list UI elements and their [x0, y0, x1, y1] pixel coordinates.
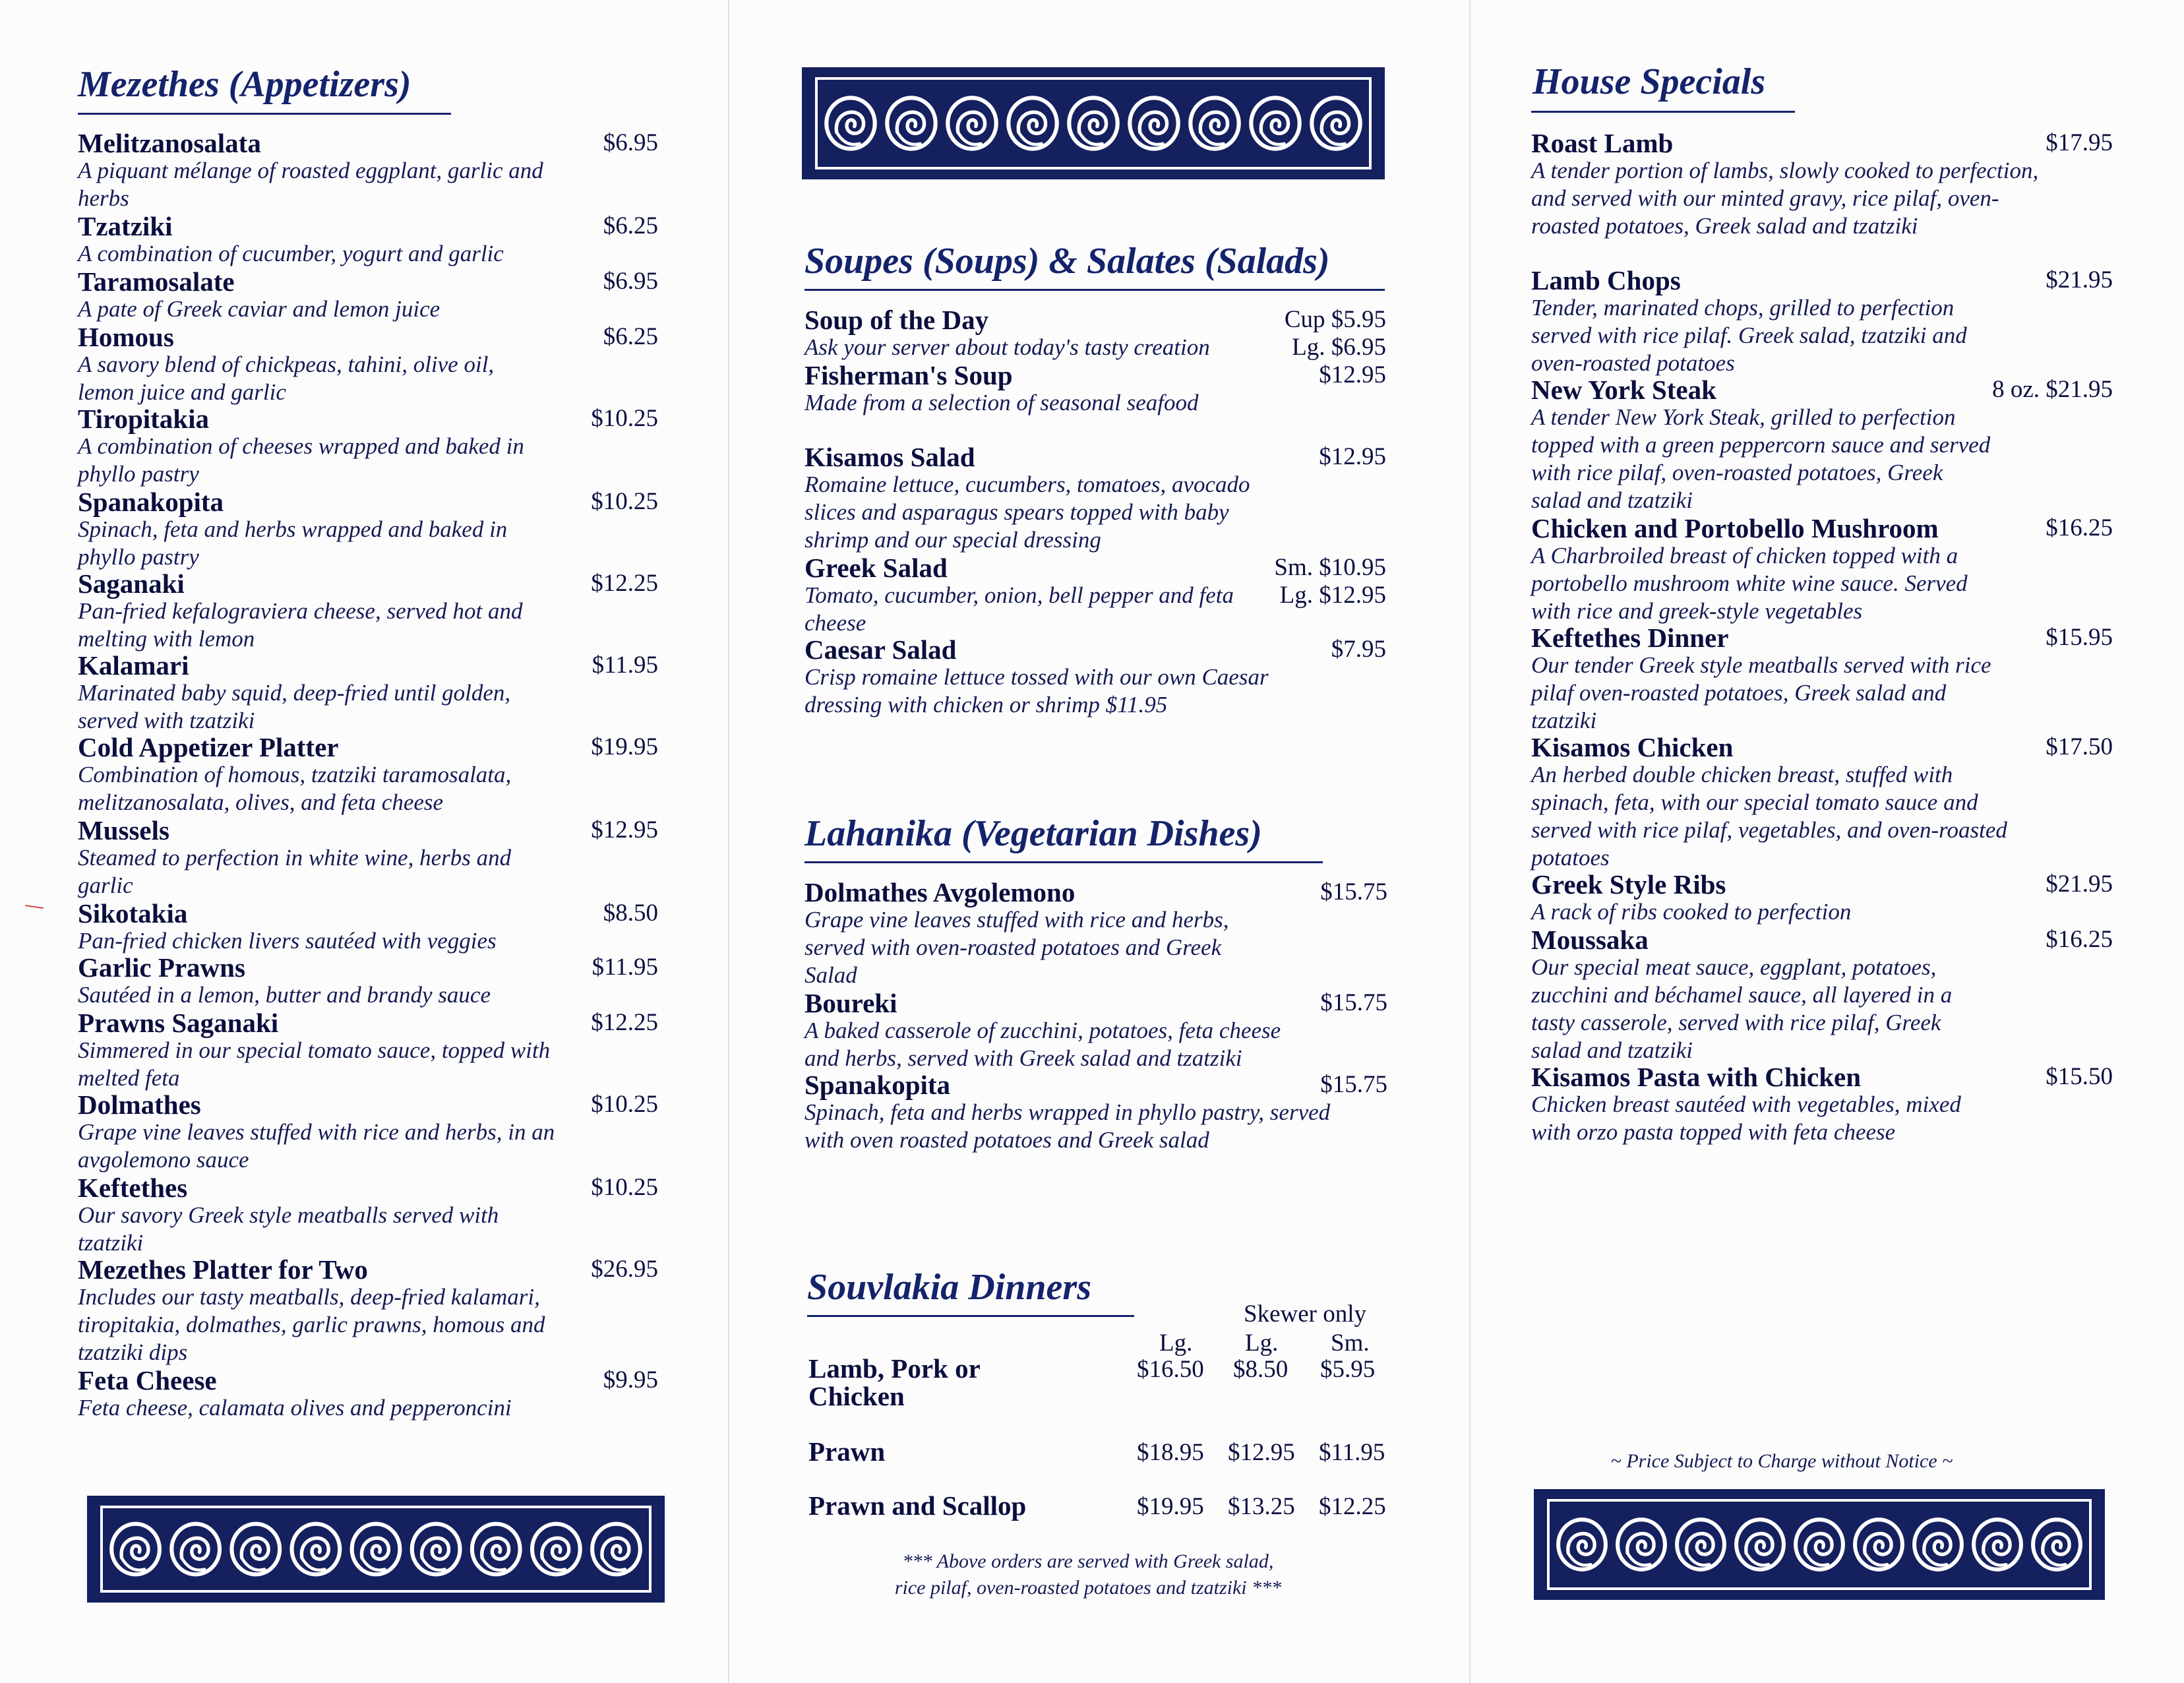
menu-item: [1531, 733, 2113, 872]
menu-item: [78, 129, 658, 212]
menu-item: [78, 323, 658, 406]
wave-scroll-icon: [532, 1524, 580, 1575]
item-description: Romaine lettuce, cucumbers, tomatoes, avocado slices and asparagus spears topped with baby shrimp and our special dressing: [804, 472, 1250, 553]
wave-scroll-icon: [412, 1524, 460, 1575]
item-description: A tender portion of lambs, slowly cooked to perfection, and served with our minted gravy, rice pilaf, oven-roasted potatoes, Greek salad and tzatziki: [1531, 158, 2039, 239]
item-description: Tomato, cucumber, onion, bell pepper and feta cheese: [804, 582, 1234, 636]
item-name: Saganaki: [78, 568, 185, 599]
menu-item: [1531, 266, 2113, 377]
item-description: Spinach, feta and herbs wrapped in phyllo pastry, served with oven roasted potatoes and Greek salad: [804, 1099, 1331, 1153]
item-description: Pan-fried chicken livers sautéed with veggies: [78, 928, 497, 954]
item-description: Our tender Greek style meatballs served with rice pilaf oven-roasted potatoes, Greek salad and tzatziki: [1531, 652, 1991, 733]
item-price: $15.75: [1320, 878, 1387, 905]
menu-item: [78, 816, 658, 900]
item-description: An herbed double chicken breast, stuffed with spinach, feta, with our special tomato sauce and served with rice pilaf, vegetables, and oven-roasted potatoes: [1531, 762, 2007, 871]
item-price: $16.25: [2046, 514, 2113, 541]
item-price: $10.25: [591, 405, 658, 432]
item-description: Ask your server about today's tasty creation: [804, 334, 1210, 360]
item-description: Spinach, feta and herbs wrapped and baked in phyllo pastry: [78, 516, 508, 570]
appetizers-column: [78, 0, 671, 1683]
item-name: Cold Appetizer Platter: [78, 732, 339, 762]
greek-wave-band-left: [87, 1496, 665, 1603]
item-description: A savory blend of chickpeas, tahini, olive oil, lemon juice and garlic: [78, 352, 495, 405]
item-price: $6.95: [603, 268, 658, 295]
item-price: $11.95: [592, 954, 658, 981]
margin-mark: [25, 905, 44, 909]
item-price: $21.95: [2046, 871, 2113, 898]
menu-item: [78, 1174, 658, 1257]
item-price: $21.95: [2046, 266, 2113, 293]
souvlakia-price: $16.50: [1137, 1356, 1204, 1383]
wave-scroll-icon: [1677, 1519, 1724, 1570]
wave-scroll-icon: [1796, 1519, 1843, 1570]
wave-scroll-icon: [292, 1524, 340, 1575]
item-name: Taramosalate: [78, 266, 235, 297]
item-name: Roast Lamb: [1531, 128, 1674, 158]
item-price: $16.25: [2046, 926, 2113, 953]
menu-item: [78, 268, 658, 323]
menu-item: [78, 1256, 658, 1366]
item-name: Kisamos Pasta with Chicken: [1531, 1062, 1862, 1092]
item-price: 8 oz. $21.95: [1992, 376, 2113, 403]
item-description: A combination of cucumber, yogurt and garlic: [78, 241, 504, 266]
item-name: Tiropitakia: [78, 404, 209, 434]
souvlakia-price: $19.95: [1137, 1493, 1204, 1520]
menu-item: [78, 570, 658, 653]
item-name: Soup of the Day: [804, 305, 989, 335]
wave-scroll-icon: [1914, 1519, 1962, 1570]
menu-item: [804, 554, 1386, 637]
item-name: Mussels: [78, 815, 169, 845]
item-price-alt: Lg. $6.95: [1292, 334, 1386, 361]
menu-item: [78, 1366, 658, 1422]
menu-item: [78, 405, 658, 488]
menu-item: [804, 636, 1386, 719]
item-price: $6.95: [603, 129, 658, 156]
vegetarian-title: Lahanika (Vegetarian Dishes): [804, 813, 1262, 854]
wave-ornament-icon: [1552, 1506, 2086, 1583]
souvlakia-title: Souvlakia Dinners: [807, 1267, 1091, 1308]
item-description: Our special meat sauce, eggplant, potatoes, zucchini and béchamel sauce, all layered in a tasty casserole, served with rice pilaf, Greek salad and tzatziki: [1531, 954, 1953, 1063]
item-description: Grape vine leaves stuffed with rice and herbs, served with oven-roasted potatoes and Greek Salad: [804, 907, 1229, 988]
souvlakia-price: $18.95: [1137, 1439, 1204, 1466]
appetizers-underline: [78, 113, 451, 115]
item-price: $15.75: [1320, 1071, 1387, 1098]
menu-item: [804, 361, 1386, 417]
item-name: Fisherman's Soup: [804, 360, 1013, 390]
item-description: A baked casserole of zucchini, potatoes, feta cheese and herbs, served with Greek salad and tzatziki: [804, 1018, 1281, 1071]
item-price: $8.50: [603, 900, 658, 927]
item-price: $12.25: [591, 1009, 658, 1036]
item-name: Dolmathes: [78, 1089, 201, 1120]
price-notice: ~ Price Subject to Charge without Notice ~: [1610, 1450, 1953, 1472]
item-name: Mezethes Platter for Two: [78, 1254, 368, 1285]
item-price: $12.95: [1319, 443, 1386, 470]
wave-scroll-icon: [1558, 1519, 1606, 1570]
specials-underline: [1531, 111, 1795, 113]
item-description: A tender New York Steak, grilled to perfection topped with a green peppercorn sauce and served with rice pilaf, oven-roasted potatoes, Greek salad and tzatziki: [1531, 404, 1991, 513]
souvlakia-row-name: Lamb, Pork or Chicken: [808, 1353, 981, 1411]
item-price: $12.95: [591, 816, 658, 843]
item-price: $11.95: [592, 652, 658, 679]
col-header-skewer-large: Lg.: [1245, 1330, 1279, 1357]
item-name: Feta Cheese: [78, 1365, 217, 1395]
souvlakia-note: [844, 1548, 1332, 1601]
souvlakia-row-name: Prawn: [808, 1436, 886, 1467]
wave-scroll-icon: [231, 1524, 280, 1575]
item-name: Greek Style Ribs: [1531, 869, 1726, 900]
item-description: Steamed to perfection in white wine, herbs and garlic: [78, 845, 512, 898]
item-name: Keftethes Dinner: [1531, 623, 1729, 653]
souvlakia-row-name: Prawn and Scallop: [808, 1490, 1027, 1521]
item-name: Chicken and Portobello Mushroom: [1531, 513, 1939, 543]
panel-fold-left: [728, 0, 729, 1683]
menu-item: [804, 1071, 1387, 1154]
wave-scroll-icon: [1855, 1519, 1902, 1570]
wave-scroll-icon: [592, 1524, 640, 1575]
item-description: Includes our tasty meatballs, deep-fried kalamari, tiropitakia, dolmathes, garlic prawns, homous and tzatziki dips: [78, 1284, 545, 1365]
skewer-only-header: Skewer only: [1244, 1300, 1366, 1328]
wave-scroll-icon: [1618, 1519, 1665, 1570]
menu-item: [804, 989, 1387, 1072]
item-name: Spanakopita: [78, 487, 224, 517]
item-name: Keftethes: [78, 1173, 188, 1203]
item-price: $12.95: [1319, 361, 1386, 388]
item-price: $15.50: [2046, 1063, 2113, 1090]
item-name: Boureki: [804, 988, 897, 1018]
menu-item: [1531, 514, 2113, 625]
vegetarian-underline: [804, 861, 1323, 863]
item-description: Crisp romaine lettuce tossed with our own Caesar dressing with chicken or shrimp $11.95: [804, 664, 1269, 718]
item-price: $26.95: [591, 1256, 658, 1283]
item-name: Kisamos Salad: [804, 442, 975, 472]
menu-item: [1531, 871, 2113, 926]
item-description: Combination of homous, tzatziki taramosalata, melitzanosalata, olives, and feta cheese: [78, 762, 512, 815]
menu-item: [78, 652, 658, 735]
menu-item: [78, 1009, 658, 1092]
menu-item: [1531, 376, 2113, 514]
menu-item: [1531, 129, 2113, 240]
item-name: Sikotakia: [78, 898, 188, 929]
wave-scroll-icon: [2033, 1519, 2080, 1570]
item-price: $10.25: [591, 488, 658, 515]
menu-item: [1531, 926, 2113, 1064]
item-name: Spanakopita: [804, 1070, 951, 1100]
item-price: $9.95: [603, 1366, 658, 1393]
item-name: Prawns Saganaki: [78, 1008, 279, 1038]
menu-item: [1531, 1063, 2113, 1146]
item-description: A rack of ribs cooked to perfection: [1531, 899, 1852, 925]
menu-item: [78, 954, 658, 1009]
item-description: Our savory Greek style meatballs served with tzatziki: [78, 1202, 499, 1256]
item-name: Homous: [78, 322, 174, 352]
souvlakia-underline: [807, 1315, 1134, 1317]
menu-item: [78, 733, 658, 816]
souvlakia-note-line: *** Above orders are served with Greek salad,: [902, 1550, 1274, 1572]
item-price: $7.95: [1331, 636, 1386, 663]
item-price: $15.95: [2046, 624, 2113, 651]
item-description: A pate of Greek caviar and lemon juice: [78, 296, 440, 322]
item-name: Tzatziki: [78, 211, 173, 241]
soups-underline: [804, 289, 1385, 291]
item-name: Greek Salad: [804, 553, 948, 583]
specials-title: House Specials: [1532, 61, 1766, 102]
souvlakia-note-line: rice pilaf, oven-roasted potatoes and tzatziki ***: [894, 1577, 1282, 1599]
col-header-large: Lg.: [1159, 1330, 1193, 1357]
house-specials-column: [1531, 0, 2114, 1683]
item-description: Feta cheese, calamata olives and pepperoncini: [78, 1395, 512, 1421]
wave-scroll-icon: [352, 1524, 400, 1575]
item-name: Melitzanosalata: [78, 128, 261, 158]
wave-scroll-icon: [171, 1524, 220, 1575]
item-description: Made from a selection of seasonal seafood: [804, 390, 1199, 415]
item-description: Simmered in our special tomato sauce, topped with melted feta: [78, 1037, 551, 1091]
item-price: $6.25: [603, 323, 658, 350]
wave-ornament-icon: [106, 1513, 646, 1585]
item-price: $17.95: [2046, 129, 2113, 156]
item-description: Sautéed in a lemon, butter and brandy sauce: [78, 982, 491, 1008]
wave-scroll-icon: [1736, 1519, 1784, 1570]
item-name: Moussaka: [1531, 925, 1649, 955]
item-price: $15.75: [1320, 989, 1387, 1016]
item-price: $10.25: [591, 1091, 658, 1118]
souvlakia-price: $13.25: [1228, 1493, 1295, 1520]
souvlakia-price: $5.95: [1320, 1356, 1376, 1383]
souvlakia-price: $12.95: [1228, 1439, 1295, 1466]
greek-wave-band-right: [1534, 1489, 2105, 1600]
item-name: Dolmathes Avgolemono: [804, 877, 1076, 907]
item-price: $6.25: [603, 212, 658, 239]
menu-item: [1531, 624, 2113, 735]
item-description: Pan-fried kefalograviera cheese, served hot and melting with lemon: [78, 598, 523, 652]
item-description: A combination of cheeses wrapped and baked in phyllo pastry: [78, 433, 524, 487]
item-description: Tender, marinated chops, grilled to perfection served with rice pilaf. Greek salad, tzatziki and oven-roasted potatoes: [1531, 295, 1967, 376]
item-description: Grape vine leaves stuffed with rice and herbs, in an avgolemono sauce: [78, 1119, 555, 1173]
col-header-skewer-small: Sm.: [1331, 1330, 1370, 1357]
item-price: $10.25: [591, 1174, 658, 1201]
souvlakia-price: $11.95: [1319, 1439, 1385, 1466]
item-description: Chicken breast sautéed with vegetables, mixed with orzo pasta topped with feta cheese: [1531, 1091, 1961, 1145]
panel-fold-right: [1469, 0, 1471, 1683]
item-name: Kisamos Chicken: [1531, 732, 1734, 762]
menu-item: [804, 306, 1386, 361]
item-price-alt: Lg. $12.95: [1279, 582, 1386, 609]
menu-item: [804, 443, 1386, 554]
item-price: Sm. $10.95: [1274, 554, 1386, 581]
menu-item: [804, 878, 1387, 989]
item-name: Kalamari: [78, 650, 189, 681]
item-name: Caesar Salad: [804, 634, 957, 665]
menu-item: [78, 1091, 658, 1174]
menu-item: [78, 212, 658, 268]
item-price: $19.95: [591, 733, 658, 760]
item-price: $12.25: [591, 570, 658, 597]
item-description: A piquant mélange of roasted eggplant, garlic and herbs: [78, 158, 543, 211]
item-price: $17.50: [2046, 733, 2113, 760]
menu-item: [78, 488, 658, 571]
menu-item: [78, 900, 658, 955]
souvlakia-price: $12.25: [1319, 1493, 1386, 1520]
item-price: Cup $5.95: [1284, 306, 1386, 333]
item-name: New York Steak: [1531, 375, 1716, 405]
soups-title: Soupes (Soups) & Salates (Salads): [804, 241, 1330, 282]
appetizers-title: Mezethes (Appetizers): [78, 64, 411, 105]
item-description: Marinated baby squid, deep-fried until golden, served with tzatziki: [78, 680, 511, 733]
item-name: Garlic Prawns: [78, 952, 245, 983]
souvlakia-price: $8.50: [1233, 1356, 1289, 1383]
wave-scroll-icon: [1974, 1519, 2021, 1570]
item-name: Lamb Chops: [1531, 265, 1681, 295]
wave-scroll-icon: [111, 1524, 160, 1575]
soups-salads-section: [804, 0, 1391, 1599]
item-description: A Charbroiled breast of chicken topped with a portobello mushroom white wine sauce. Served with rice and greek-style vegetables: [1531, 543, 1968, 624]
wave-scroll-icon: [472, 1524, 520, 1575]
